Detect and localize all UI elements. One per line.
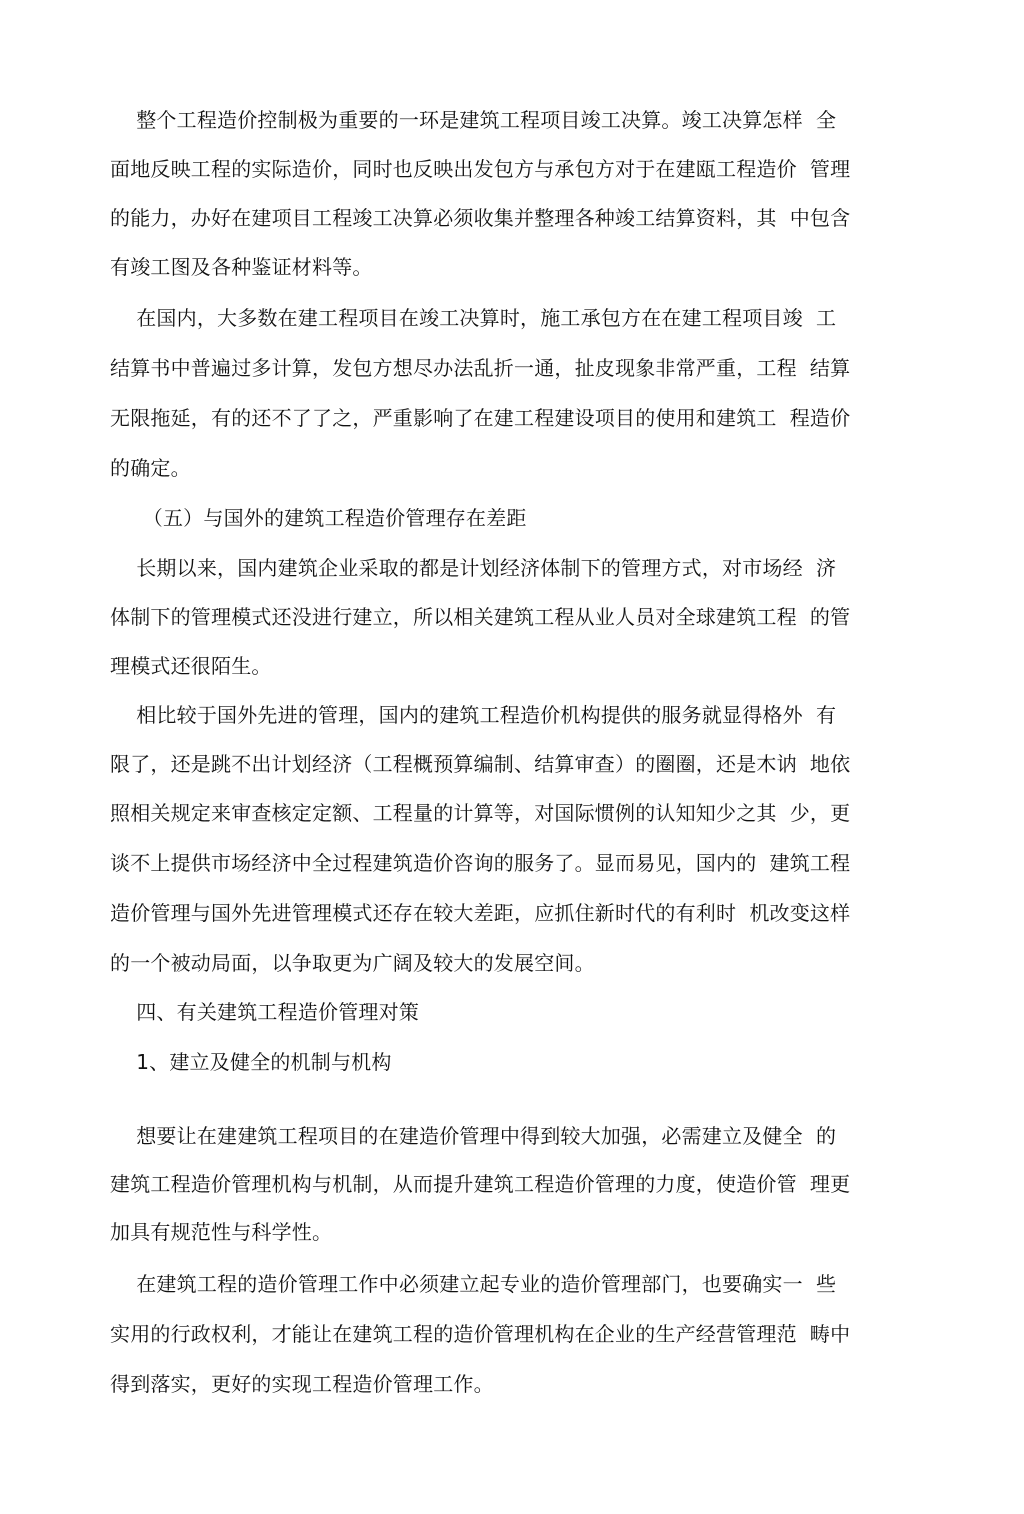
text-line: 在国内，大多数在建工程项目在竣工决算时，施工承包方在在建工程项目竣 工 [110,306,837,330]
text-line: 的一个被动局面，以争取更为广阔及较大的发展空间。 [110,951,595,975]
text-line: 理模式还很陌生。 [110,654,272,678]
text-line: 得到落实，更好的实现工程造价管理工作。 [110,1372,494,1396]
text-line: 有竣工图及各种鉴证材料等。 [110,255,373,279]
text-line: 限了，还是跳不出计划经济（工程概预算编制、结算审查）的圈圈，还是木讷 地依 [110,752,851,776]
text-line: 造价管理与国外先进管理模式还存在较大差距，应抓住新时代的有利时 机改变这样 [110,901,851,925]
text-line: 长期以来，国内建筑企业采取的都是计划经济体制下的管理方式，对市场经 济 [110,556,837,580]
section-heading: 四、有关建筑工程造价管理对策 [110,1000,420,1024]
text-line: 面地反映工程的实际造价，同时也反映出发包方与承包方对于在建瓯工程造价 管理 [110,157,851,181]
text-line: 照相关规定来审查核定定额、工程量的计算等，对国际惯例的认知知少之其 少，更 [110,801,851,825]
text-line: 整个工程造价控制极为重要的一环是建筑工程项目竣工决算。竣工决算怎样 全 [110,108,837,132]
text-line: 想要让在建建筑工程项目的在建造价管理中得到较大加强，必需建立及健全 的 [110,1124,837,1148]
text-line: 在建筑工程的造价管理工作中必须建立起专业的造价管理部门，也要确实一 些 [110,1272,837,1296]
text-line: 相比较于国外先进的管理，国内的建筑工程造价机构提供的服务就显得格外 有 [110,703,837,727]
text-line: 体制下的管理模式还没进行建立，所以相关建筑工程从业人员对全球建筑工程 的管 [110,605,851,629]
text-line: 的能力，办好在建项目工程竣工决算必须收集并整理各种竣工结算资料，其 中包含 [110,206,851,230]
text-line: 建筑工程造价管理机构与机制，从而提升建筑工程造价管理的力度，使造价管 理更 [110,1172,851,1196]
text-line: 实用的行政权利，才能让在建筑工程的造价管理机构在企业的生产经营管理范 畴中 [110,1322,851,1346]
section-heading: （五）与国外的建筑工程造价管理存在差距 [110,506,527,530]
text-line: 谈不上提供市场经济中全过程建筑造价咨询的服务了。显而易见，国内的 建筑工程 [110,851,851,875]
text-line: 结算书中普遍过多计算，发包方想尽办法乱折一通，扯皮现象非常严重，工程 结算 [110,356,851,380]
section-subheading: 1、建立及健全的机制与机构 [110,1050,392,1074]
text-line: 的确定。 [110,456,191,480]
text-line: 加具有规范性与科学性。 [110,1220,333,1244]
text-line: 无限拖延，有的还不了了之，严重影响了在建工程建设项目的使用和建筑工 程造价 [110,406,851,430]
